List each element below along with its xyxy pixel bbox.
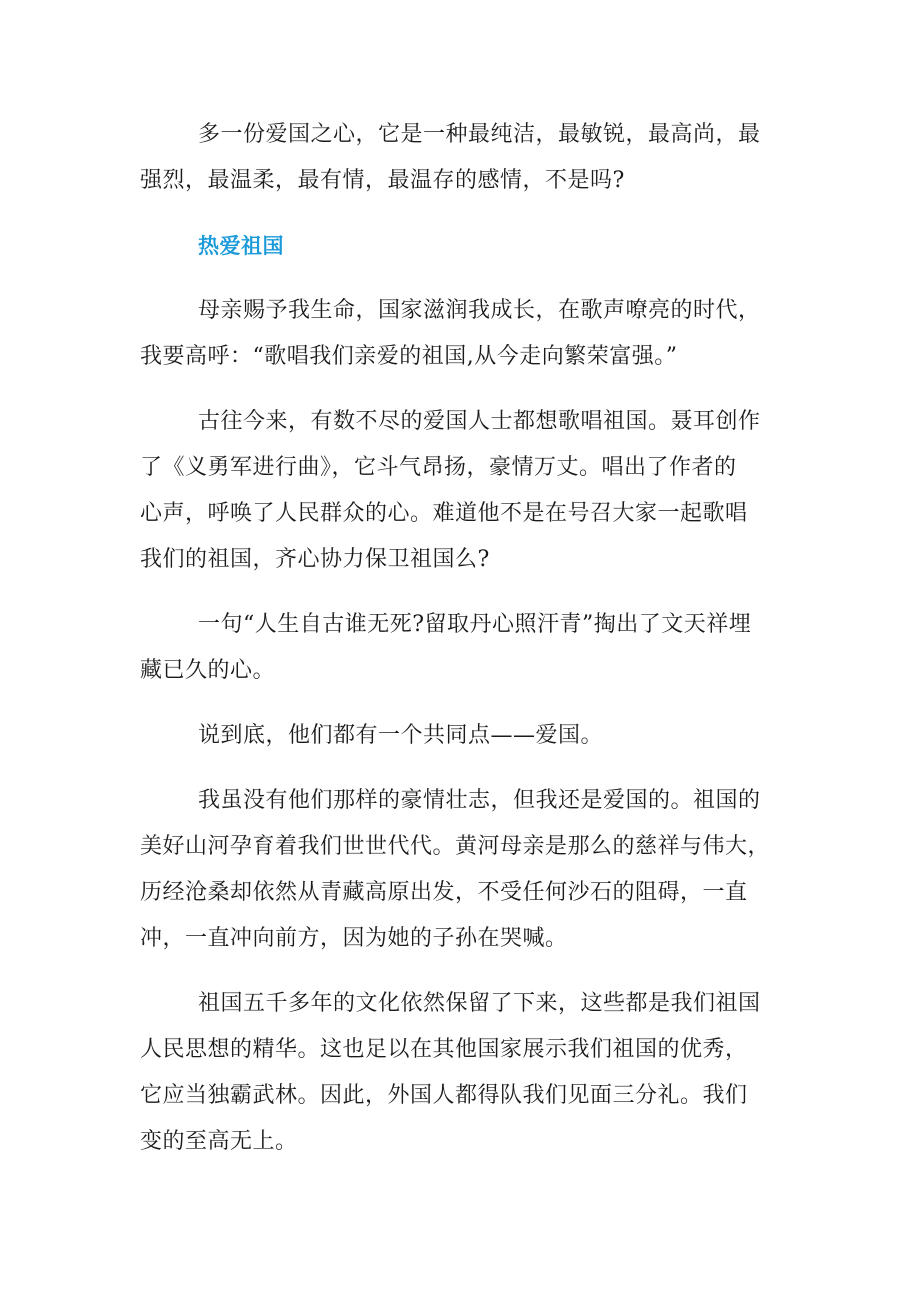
section-heading: 热爱祖国 (198, 234, 284, 258)
paragraph-4: 一句“人生自古谁无死?留取丹心照汗青”掏出了文天祥埋 藏已久的心。 (140, 612, 752, 683)
paragraph-6: 我虽没有他们那样的豪情壮志，但我还是爱国的。祖国的 美好山河孕育着我们世世代代。黄河母亲是那么的慈祥与伟大， 历经沧桑却依然从青藏高原出发，不受任何沙石的阻碍，一直 冲，一直冲向前方，因为她的子孙在哭喊。 (140, 788, 771, 951)
paragraph-7: 祖国五千多年的文化依然保留了下来，这些都是我们祖国 人民思想的精华。这也足以在其他国家展示我们祖国的优秀， 它应当独霸武林。因此，外国人都得队我们见面三分礼。我们 变的至高无上。 (140, 991, 761, 1154)
paragraph-1: 多一份爱国之心，它是一种最纯洁，最敏锐，最高尚，最 强烈，最温柔，最有情，最温存的感情，不是吗? (140, 122, 761, 193)
paragraph-2: 母亲赐予我生命，国家滋润我成长，在歌声嘹亮的时代， 我要高呼：“歌唱我们亲爱的祖国,从今走向繁荣富强。” (140, 298, 761, 369)
paragraph-5: 说到底，他们都有一个共同点——爱国。 (198, 723, 604, 748)
document-body (140, 112, 780, 1184)
paragraph-3: 古往今来，有数不尽的爱国人士都想歌唱祖国。聂耳创作 了《义勇军进行曲》，它斗气昂扬，豪情万丈。唱出了作者的 心声，呼唤了人民群众的心。难道他不是在号召大家一起歌唱 我们的祖国，齐心协力保卫祖国么? (140, 409, 761, 572)
